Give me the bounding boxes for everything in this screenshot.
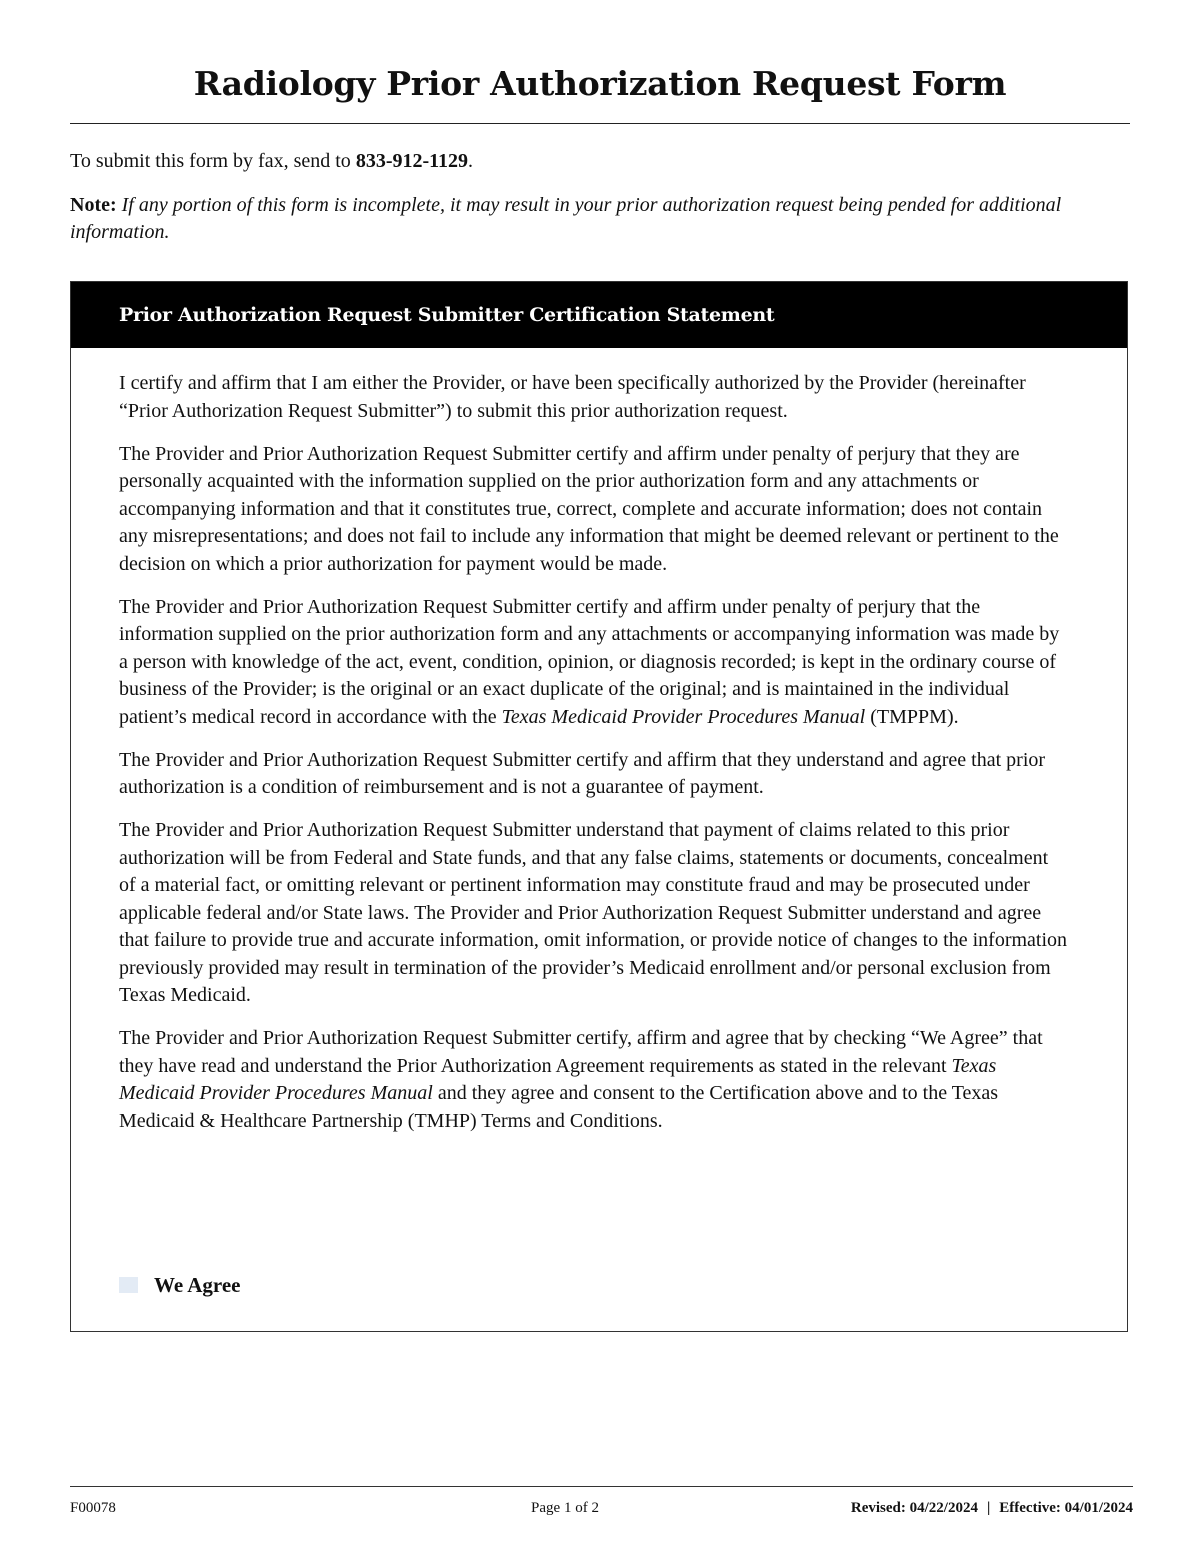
- certification-section: [70, 281, 1128, 1332]
- certification-paragraph-1: I certify and affirm that I am either the Provider, or have been specifically authorized by the Provider (hereinafter “Prior Authorization Request Submitter”) to submit this prior authorization request.: [119, 372, 1026, 422]
- fax-suffix: .: [468, 150, 474, 172]
- certification-body: [119, 370, 1069, 1151]
- page-title: Radiology Prior Authorization Request Form: [193, 64, 1007, 103]
- paragraph-3-manual-title: Texas Medicaid Provider Procedures Manual: [501, 705, 866, 728]
- certification-paragraph-2: The Provider and Prior Authorization Request Submitter certify and affirm under penalty of perjury that they are personally acquainted with the information supplied on the prior authorization form and any attachments or accompanying information and that it constitutes true, correct, complete and accurate information; does not contain any misrepresentations; and does not fail to include any information that might be deemed relevant or pertinent to the decision on which a prior authorization for payment would be made.: [119, 442, 1059, 575]
- certification-header: Prior Authorization Request Submitter Certification Statement: [71, 282, 1127, 348]
- certification-paragraph-5: The Provider and Prior Authorization Request Submitter understand that payment of claims related to this prior authorization will be from Federal and State funds, and that any false claims, statements or documents, concealment of a material fact, or omitting relevant or pertinent information may constitute fraud and may be prosecuted under applicable federal and/or State laws. The Provider and Prior Authorization Request Submitter understand and agree that failure to provide true and accurate information, omit information, or provide notice of changes to the information previously provided may result in termination of the provider’s Medicaid enrollment and/or personal exclusion from Texas Medicaid.: [119, 819, 1068, 1006]
- certification-paragraph-4: The Provider and Prior Authorization Request Submitter certify and affirm that they understand and agree that prior authorization is a condition of reimbursement and is not a guarantee of payment.: [119, 748, 1046, 798]
- revised-date: Revised: 04/22/2024: [850, 1500, 978, 1516]
- we-agree-checkbox[interactable]: [119, 1277, 138, 1293]
- certification-paragraph-6: [119, 1025, 1069, 1135]
- note: [70, 192, 1100, 246]
- paragraph-6-manual-title: Texas Medicaid Provider Procedures Manual: [119, 1054, 997, 1104]
- title-divider: [70, 123, 1130, 124]
- fax-prefix: To submit this form by fax, send to: [70, 150, 356, 172]
- footer-separator: |: [986, 1500, 991, 1516]
- fax-instructions: [70, 148, 1130, 175]
- paragraph-6-text: The Provider and Prior Authorization Request Submitter certify, affirm and agree that by checking “We Agree” that they have read and understand the Prior Authorization Agreement requirements as stated in the relevant: [119, 1027, 1043, 1077]
- effective-date: Effective: 04/01/2024: [999, 1500, 1133, 1516]
- revision-dates: [851, 1498, 1133, 1518]
- paragraph-3-end: (TMPPM).: [865, 705, 959, 728]
- form-id: F00078: [70, 1500, 116, 1516]
- note-text: If any portion of this form is incomplete, it may result in your prior authorization request being pended for additional information.: [70, 194, 1062, 243]
- we-agree-row: [119, 1272, 241, 1298]
- paragraph-3-text: The Provider and Prior Authorization Request Submitter certify and affirm under penalty of perjury that the information supplied on the prior authorization form and any attachments or accompanying information was made by a person with knowledge of the act, event, condition, opinion, or diagnosis recorded; is kept in the ordinary course of business of the Provider; is the original or an exact duplicate of the original; and is maintained in the individual patient’s medical record in accordance with the: [119, 595, 1060, 728]
- paragraph-6-end: and they agree and consent to the Certification above and to the Texas Medicaid & Healthcare Partnership (TMHP) Terms and Conditions.: [119, 1082, 999, 1132]
- fax-number: 833-912-1129: [355, 150, 469, 172]
- page-number: Page 1 of 2: [531, 1500, 599, 1516]
- note-label: Note:: [70, 194, 117, 216]
- footer-divider: [70, 1486, 1133, 1487]
- certification-paragraph-3: [119, 594, 1069, 732]
- we-agree-label: We Agree: [154, 1273, 241, 1297]
